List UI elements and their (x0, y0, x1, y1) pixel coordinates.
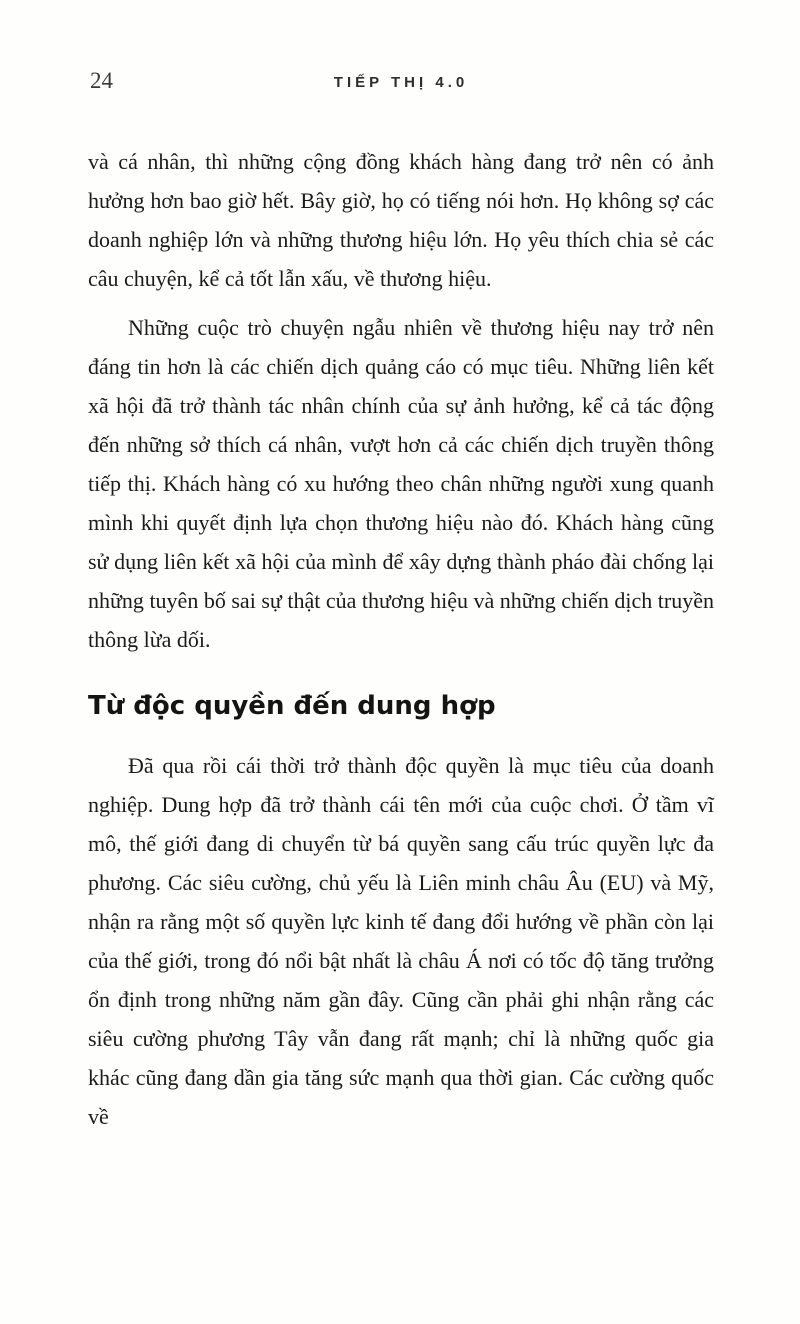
page-number: 24 (90, 68, 113, 93)
paragraph: Đã qua rồi cái thời trở thành độc quyền là mục tiêu của doanh nghiệp. Dung hợp đã trở thành cái tên mới của cuộc chơi. Ở tầm vĩ mô, thế giới đang di chuyển từ bá quyền sang cấu trúc quyền lực đa phương. Các siêu cường, chủ yếu là Liên minh châu Âu (EU) và Mỹ, nhận ra rằng một số quyền lực kinh tế đang đổi hướng về phần còn lại của thế giới, trong đó nổi bật nhất là châu Á nơi có tốc độ tăng trưởng ổn định trong những năm gần đây. Cũng cần phải ghi nhận rằng các siêu cường phương Tây vẫn đang rất mạnh; chỉ là những quốc gia khác cũng đang dần gia tăng sức mạnh qua thời gian. Các cường quốc về (88, 753, 714, 1130)
section-heading: Từ độc quyền đến dung hợp (88, 691, 496, 721)
body-text (88, 142, 714, 1136)
running-header: TIẾP THỊ 4.0 (333, 74, 469, 91)
paragraph: Những cuộc trò chuyện ngẫu nhiên về thương hiệu nay trở nên đáng tin hơn là các chiến dịch quảng cáo có mục tiêu. Những liên kết xã hội đã trở thành tác nhân chính của sự ảnh hưởng, kể cả tác động đến những sở thích cá nhân, vượt hơn cả các chiến dịch truyền thông tiếp thị. Khách hàng có xu hướng theo chân những người xung quanh mình khi quyết định lựa chọn thương hiệu nào đó. Khách hàng cũng sử dụng liên kết xã hội của mình để xây dựng thành pháo đài chống lại những tuyên bố sai sự thật của thương hiệu và những chiến dịch truyền thông lừa dối. (88, 315, 714, 652)
paragraph: và cá nhân, thì những cộng đồng khách hàng đang trở nên có ảnh hưởng hơn bao giờ hết. Bây giờ, họ có tiếng nói hơn. Họ không sợ các doanh nghiệp lớn và những thương hiệu lớn. Họ yêu thích chia sẻ các câu chuyện, kể cả tốt lẫn xấu, về thương hiệu. (88, 149, 714, 291)
page-header (88, 66, 714, 102)
